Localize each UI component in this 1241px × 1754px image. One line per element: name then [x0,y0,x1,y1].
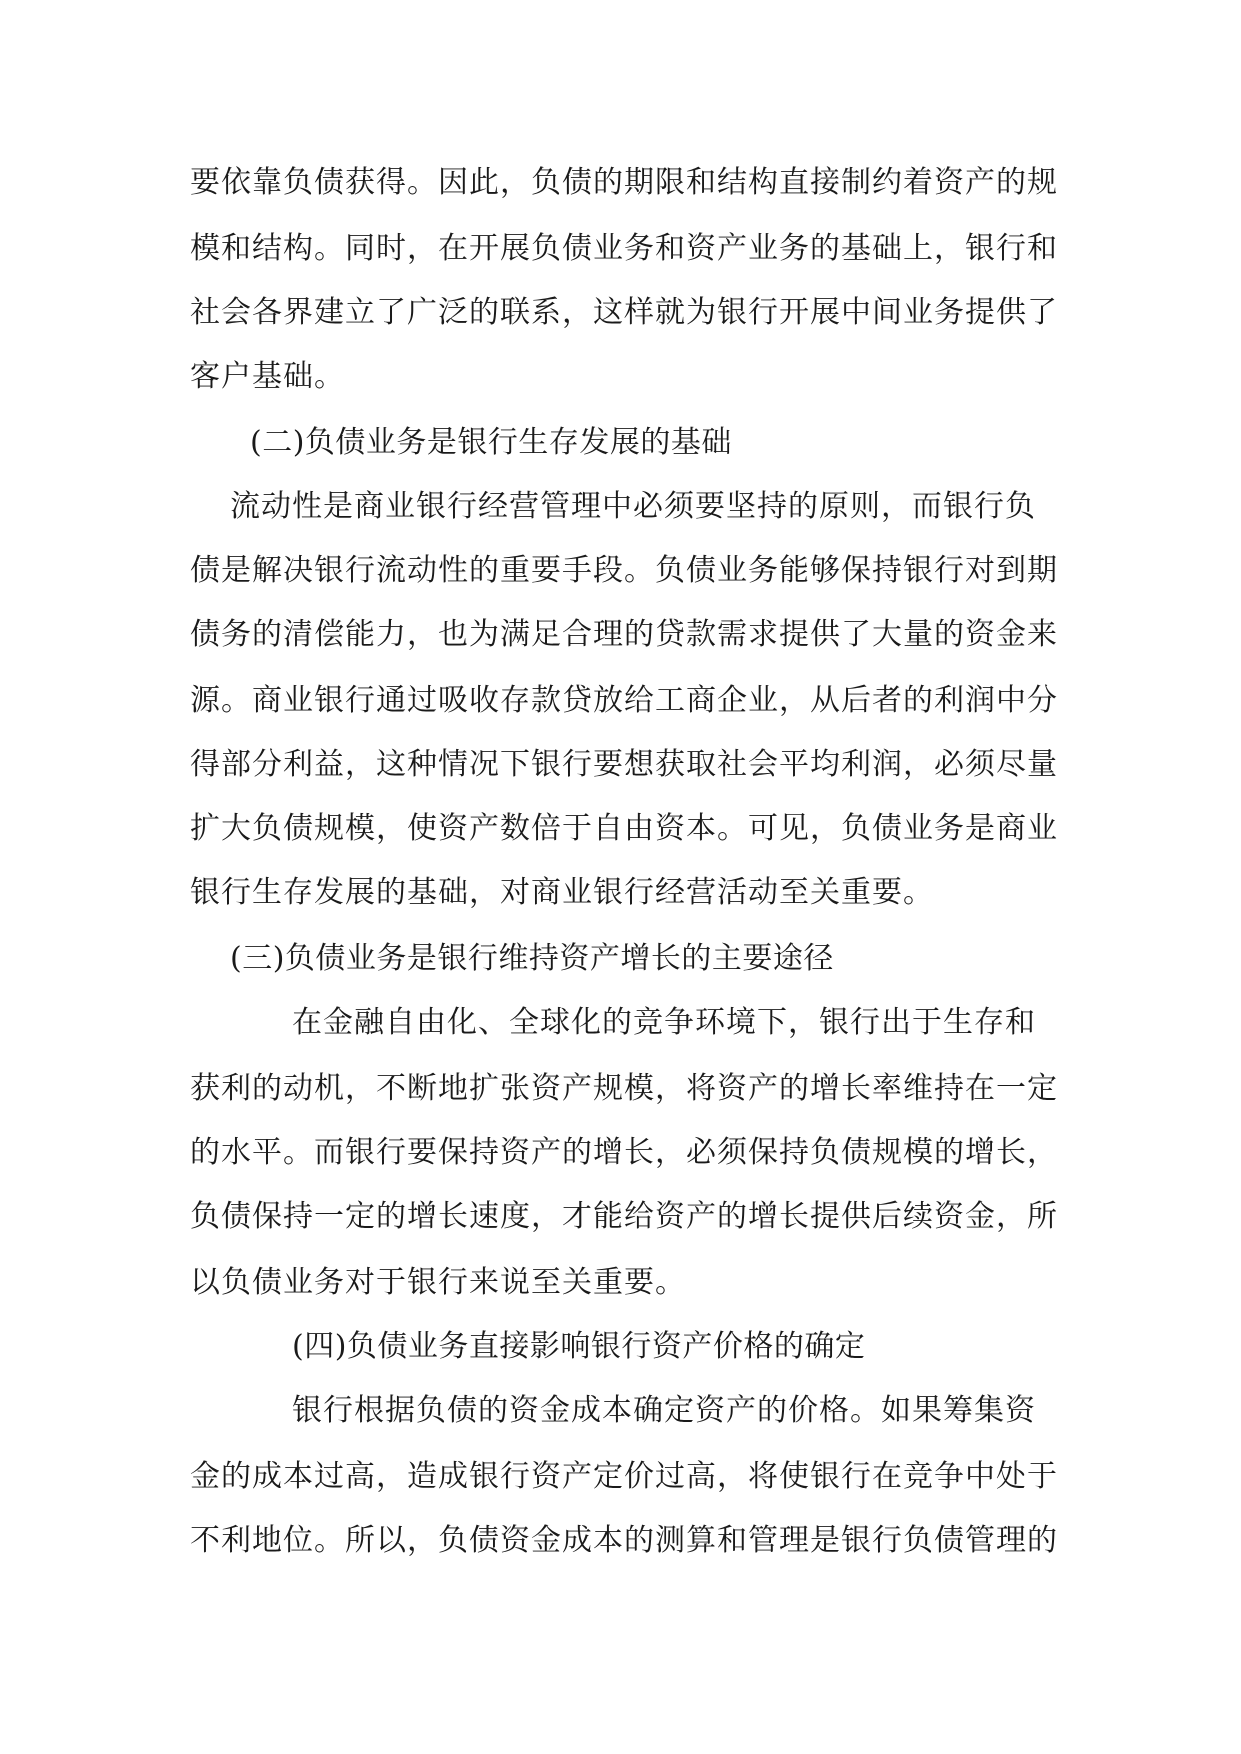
paragraph-4-line-1: 银行根据负债的资金成本确定资产的价格。如果筹集资 [292,1393,1036,1428]
paragraph-4-line-2: 金的成本过高，造成银行资产定价过高，将使银行在竞争中处于 [190,1459,1058,1494]
section-heading-4: (四)负债业务直接影响银行资产价格的确定 [292,1329,866,1364]
paragraph-3-line-4: 负债保持一定的增长速度，才能给资产的增长提供后续资金，所 [190,1199,1058,1234]
paragraph-2-line-2: 债是解决银行流动性的重要手段。负债业务能够保持银行对到期 [190,553,1058,588]
paragraph-2-line-7: 银行生存发展的基础，对商业银行经营活动至关重要。 [190,875,934,910]
paragraph-4-line-3: 不利地位。所以，负债资金成本的测算和管理是银行负债管理的 [190,1523,1058,1558]
paragraph-intro-line-1: 要依靠负债获得。因此，负债的期限和结构直接制约着资产的规 [190,165,1058,200]
paragraph-intro-line-4: 客户基础。 [190,359,345,394]
paragraph-3-line-5: 以负债业务对于银行来说至关重要。 [190,1265,686,1300]
paragraph-2-line-3: 债务的清偿能力，也为满足合理的贷款需求提供了大量的资金来 [190,617,1058,652]
paragraph-2-line-4: 源。商业银行通过吸收存款贷放给工商企业，从后者的利润中分 [190,683,1058,718]
paragraph-3-line-2: 获利的动机，不断地扩张资产规模，将资产的增长率维持在一定 [190,1071,1058,1106]
section-heading-3: (三)负债业务是银行维持资产增长的主要途径 [230,941,834,976]
paragraph-2-line-1: 流动性是商业银行经营管理中必须要坚持的原则，而银行负 [230,489,1036,524]
paragraph-intro-line-2: 模和结构。同时，在开展负债业务和资产业务的基础上，银行和 [190,231,1058,266]
section-heading-2: (二)负债业务是银行生存发展的基础 [250,425,732,460]
paragraph-intro-line-3: 社会各界建立了广泛的联系，这样就为银行开展中间业务提供了 [190,295,1058,330]
paragraph-3-line-3: 的水平。而银行要保持资产的增长，必须保持负债规模的增长， [190,1135,1058,1170]
paragraph-3-line-1: 在金融自由化、全球化的竞争环境下，银行出于生存和 [292,1005,1036,1040]
paragraph-2-line-5: 得部分利益，这种情况下银行要想获取社会平均利润，必须尽量 [190,747,1058,782]
paragraph-2-line-6: 扩大负债规模，使资产数倍于自由资本。可见，负债业务是商业 [190,811,1058,846]
